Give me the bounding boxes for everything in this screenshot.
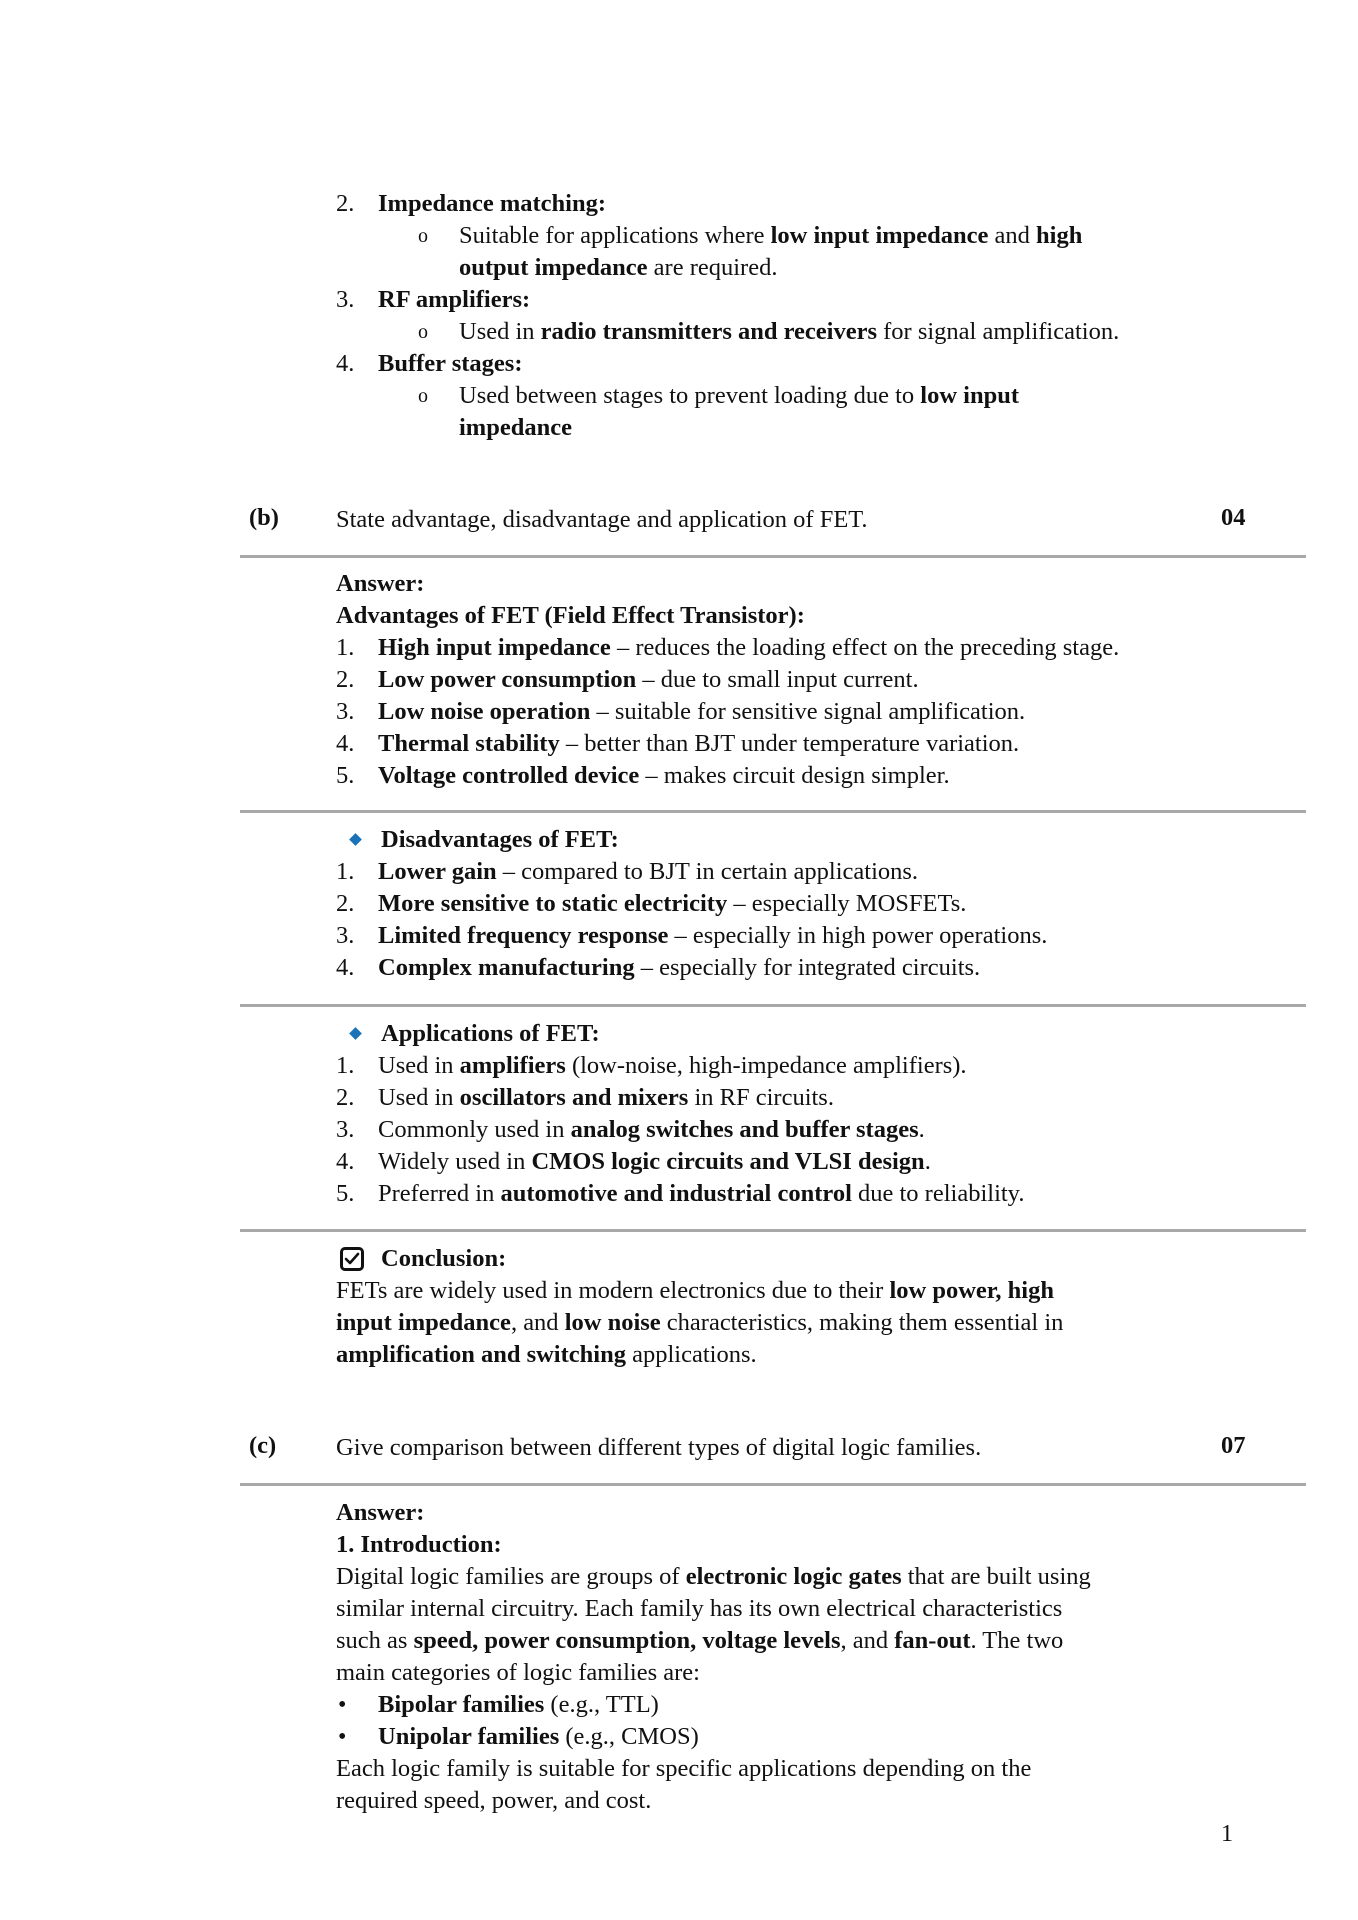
text-run-bold: automotive and industrial control (500, 1180, 852, 1207)
text-run: Suitable for applications where (459, 222, 771, 249)
text-run: in RF circuits. (688, 1084, 834, 1111)
question-marks: 07 (1221, 1432, 1246, 1459)
text-run-bold: Low noise operation (378, 698, 591, 725)
sub-bullet: o (418, 225, 428, 247)
text-run: Used in (378, 1052, 460, 1079)
text-run: (low-noise, high-impedance amplifiers). (565, 1052, 967, 1079)
divider (240, 810, 1306, 813)
text-run-bold: Limited frequency response (378, 922, 669, 949)
list-item (378, 920, 1047, 952)
bullet-icon: • (338, 1692, 347, 1718)
list-item (378, 664, 919, 696)
list-item (378, 1082, 834, 1114)
text-run-bold: Voltage controlled device (378, 762, 640, 789)
text-run: – due to small input current. (636, 666, 919, 693)
list-item (378, 1178, 1024, 1210)
text-run: Used in (459, 318, 541, 345)
list-item-title: RF amplifiers: (378, 286, 531, 313)
list-item (378, 952, 980, 984)
list-number: 4. (336, 350, 355, 377)
list-item (378, 1114, 925, 1146)
text-run-bold: fan-out (894, 1627, 971, 1654)
paragraph-line (336, 1625, 1063, 1657)
list-item (378, 1146, 931, 1178)
answer-label: Answer: (336, 1499, 425, 1526)
text-run: – especially in high power operations. (668, 922, 1048, 949)
text-run-bold: analog switches and buffer stages (570, 1116, 919, 1143)
list-number: 3. (336, 1116, 355, 1143)
list-number: 4. (336, 954, 355, 981)
text-run-bold: low power, high (889, 1277, 1054, 1304)
text-run: due to reliability. (851, 1180, 1025, 1207)
list-item (378, 856, 918, 888)
section-heading: Applications of FET: (381, 1020, 600, 1047)
text-run-bold: input impedance (336, 1309, 511, 1336)
question-marks: 04 (1221, 504, 1246, 531)
text-run: – better than BJT under temperature variation. (559, 730, 1020, 757)
text-run: , and (510, 1309, 565, 1336)
text-run: applications. (625, 1341, 757, 1368)
text-run: – compared to BJT in certain applications. (496, 858, 919, 885)
text-run: , and (840, 1627, 895, 1654)
text-run-bold: low input (920, 382, 1020, 409)
divider (240, 1004, 1306, 1007)
list-number: 2. (336, 190, 355, 217)
divider (240, 555, 1306, 558)
list-item (378, 728, 1019, 760)
page-number: 1 (1221, 1821, 1233, 1847)
section-heading: Conclusion: (381, 1245, 507, 1272)
text-run-bold: low input impedance (770, 222, 989, 249)
list-item-title: Impedance matching: (378, 190, 606, 217)
list-number: 2. (336, 666, 355, 693)
section-heading: Disadvantages of FET: (381, 826, 619, 853)
diamond-icon (349, 833, 362, 846)
text-run: – reduces the loading effect on the preceding stage. (610, 634, 1120, 661)
list-item (378, 760, 950, 792)
text-run: main categories of logic families are: (336, 1659, 700, 1686)
text-run-bold: Thermal stability (378, 730, 560, 757)
text-run: . The two (970, 1627, 1064, 1654)
list-item-text (459, 252, 777, 284)
text-run: characteristics, making them essential in (660, 1309, 1064, 1336)
paragraph-line (336, 1561, 1091, 1593)
list-number: 1. (336, 634, 355, 661)
text-run: – especially for integrated circuits. (634, 954, 981, 981)
answer-label: Answer: (336, 570, 425, 597)
text-run: – especially MOSFETs. (727, 890, 967, 917)
text-run-bold: amplifiers (459, 1052, 566, 1079)
bullet-item (378, 1721, 699, 1753)
text-run-bold: output impedance (459, 254, 648, 281)
text-run: – makes circuit design simpler. (639, 762, 950, 789)
bullet-icon: • (338, 1724, 347, 1750)
text-run: . (918, 1116, 925, 1143)
paragraph-line (336, 1339, 757, 1371)
list-item (378, 696, 1025, 728)
text-run: . (924, 1148, 931, 1175)
list-item-text (459, 412, 572, 444)
paragraph-line: Each logic family is suitable for specific applications depending on the (336, 1755, 1032, 1782)
text-run-bold: More sensitive to static electricity (378, 890, 728, 917)
divider (240, 1483, 1306, 1486)
list-item-text (459, 316, 1119, 348)
text-run: that are built using (901, 1563, 1091, 1590)
list-item-text (459, 380, 1019, 412)
text-run: Used in (378, 1084, 460, 1111)
paragraph-line (336, 1307, 1063, 1339)
list-number: 1. (336, 1052, 355, 1079)
text-run-bold: Low power consumption (378, 666, 637, 693)
text-run-bold: radio transmitters and receivers (540, 318, 878, 345)
list-number: 3. (336, 286, 355, 313)
text-run: Used between stages to prevent loading due to (459, 382, 921, 409)
list-item (378, 1050, 967, 1082)
text-run: and (988, 222, 1037, 249)
section-heading: Advantages of FET (Field Effect Transistor): (336, 602, 805, 629)
text-run-bold: Complex manufacturing (378, 954, 635, 981)
list-number: 5. (336, 762, 355, 789)
list-item-text (459, 220, 1082, 252)
list-number: 2. (336, 1084, 355, 1111)
text-run-bold: amplification and switching (336, 1341, 626, 1368)
list-item (378, 632, 1119, 664)
text-run: for signal amplification. (877, 318, 1120, 345)
text-run: are required. (647, 254, 778, 281)
text-run-bold: Bipolar families (378, 1691, 545, 1718)
text-run-bold: high (1036, 222, 1083, 249)
paragraph-line: required speed, power, and cost. (336, 1787, 652, 1814)
text-run-bold: speed, power consumption, voltage levels (413, 1627, 841, 1654)
text-run: similar internal circuitry. Each family has its own electrical characteristics (336, 1595, 1063, 1622)
text-run: FETs are widely used in modern electronics due to their (336, 1277, 890, 1304)
text-run: Widely used in (378, 1148, 532, 1175)
paragraph-line (336, 1657, 700, 1689)
question-text: State advantage, disadvantage and application of FET. (336, 506, 868, 533)
text-run: Commonly used in (378, 1116, 571, 1143)
list-number: 2. (336, 890, 355, 917)
text-run-bold: oscillators and mixers (459, 1084, 689, 1111)
sub-bullet: o (418, 321, 428, 343)
text-run-bold: CMOS logic circuits and VLSI design (531, 1148, 925, 1175)
text-run-bold: impedance (459, 414, 572, 441)
divider (240, 1229, 1306, 1232)
text-run-bold: Lower gain (378, 858, 497, 885)
sub-bullet: o (418, 385, 428, 407)
list-number: 4. (336, 1148, 355, 1175)
list-number: 3. (336, 922, 355, 949)
text-run: (e.g., CMOS) (559, 1723, 699, 1750)
text-run: Digital logic families are groups of (336, 1563, 686, 1590)
list-item (378, 888, 966, 920)
text-run: – suitable for sensitive signal amplification. (590, 698, 1026, 725)
text-run-bold: electronic logic gates (685, 1563, 902, 1590)
section-heading: 1. Introduction: (336, 1531, 502, 1558)
paragraph-line (336, 1593, 1062, 1625)
text-run-bold: High input impedance (378, 634, 611, 661)
list-number: 4. (336, 730, 355, 757)
text-run-bold: low noise (564, 1309, 661, 1336)
paragraph-line (336, 1275, 1054, 1307)
list-number: 1. (336, 858, 355, 885)
question-text: Give comparison between different types of digital logic families. (336, 1434, 982, 1461)
checkbox-icon (340, 1247, 364, 1271)
text-run: such as (336, 1627, 414, 1654)
diamond-icon (349, 1027, 362, 1040)
text-run: (e.g., TTL) (544, 1691, 659, 1718)
list-number: 3. (336, 698, 355, 725)
question-label: (c) (249, 1432, 277, 1459)
list-number: 5. (336, 1180, 355, 1207)
text-run: Preferred in (378, 1180, 501, 1207)
text-run-bold: Unipolar families (378, 1723, 560, 1750)
list-item-title: Buffer stages: (378, 350, 523, 377)
question-label: (b) (249, 504, 279, 531)
bullet-item (378, 1689, 659, 1721)
